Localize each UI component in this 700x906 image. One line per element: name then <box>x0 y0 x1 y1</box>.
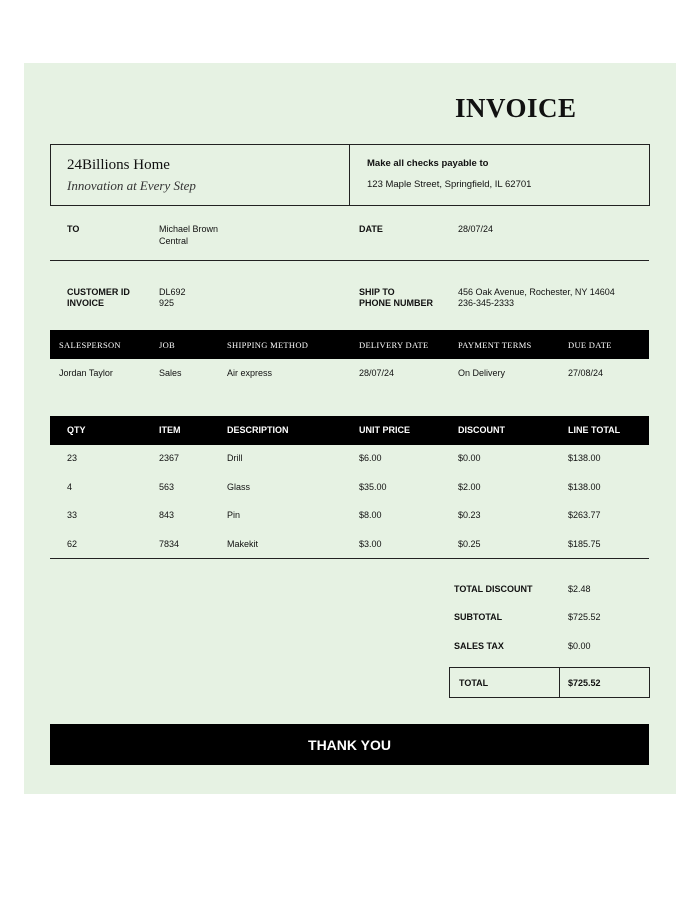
item-qty: 33 <box>67 510 78 520</box>
item-code: 843 <box>159 510 175 520</box>
item-description: Makekit <box>227 539 259 549</box>
item-discount: $2.00 <box>458 482 481 492</box>
ship-to-value: 456 Oak Avenue, Rochester, NY 14604 <box>458 287 615 297</box>
item-qty: 23 <box>67 453 78 463</box>
to-line2: Central <box>159 236 189 246</box>
item-line-total: $138.00 <box>568 482 601 492</box>
ship-to-label: SHIP TO <box>359 287 395 297</box>
phone-label: PHONE NUMBER <box>359 298 434 308</box>
item-unit-price: $6.00 <box>359 453 382 463</box>
to-name: Michael Brown <box>159 224 219 234</box>
payable-address: 123 Maple Street, Springfield, IL 62701 <box>367 179 532 190</box>
order-header-due-date: DUE DATE <box>568 340 612 350</box>
order-header-shipping-method: SHIPPING METHOD <box>227 340 309 350</box>
item-discount: $0.00 <box>458 453 481 463</box>
date-value: 28/07/24 <box>458 224 494 234</box>
items-header-unit-price: UNIT PRICE <box>359 425 411 435</box>
sales-tax-value: $0.00 <box>568 641 591 651</box>
items-header-discount: DISCOUNT <box>458 425 505 435</box>
item-discount: $0.25 <box>458 539 481 549</box>
to-label: TO <box>67 224 80 234</box>
item-unit-price: $3.00 <box>359 539 382 549</box>
thank-you-banner: THANK YOU <box>50 724 649 765</box>
customer-id-value: DL692 <box>159 287 186 297</box>
company-tagline: Innovation at Every Step <box>67 178 196 193</box>
order-header-delivery-date: DELIVERY DATE <box>359 340 429 350</box>
total-box <box>449 667 650 698</box>
item-line-total: $138.00 <box>568 453 601 463</box>
items-header-description: DESCRIPTION <box>227 425 289 435</box>
item-qty: 4 <box>67 482 73 492</box>
items-header-line-total: LINE TOTAL <box>568 425 621 435</box>
total-label: TOTAL <box>459 678 489 688</box>
item-line-total: $185.75 <box>568 539 601 549</box>
order-header-job: JOB <box>159 340 176 350</box>
invoice-title: INVOICE <box>455 93 577 123</box>
subtotal-value: $725.52 <box>568 612 601 622</box>
order-cell-delivery-date: 28/07/24 <box>359 368 395 378</box>
date-label: DATE <box>359 224 383 234</box>
company-name: 24Billions Home <box>67 157 170 173</box>
total-discount-value: $2.48 <box>568 584 591 594</box>
item-code: 7834 <box>159 539 180 549</box>
item-unit-price: $8.00 <box>359 510 382 520</box>
items-header-qty: QTY <box>67 425 86 435</box>
items-table-header <box>50 416 649 445</box>
items-header-item: ITEM <box>159 425 181 435</box>
item-line-total: $263.77 <box>568 510 601 520</box>
header-divider <box>349 145 350 205</box>
invoice-value: 925 <box>159 298 175 308</box>
sales-tax-label: SALES TAX <box>454 641 504 651</box>
order-header-payment-terms: PAYMENT TERMS <box>458 340 532 350</box>
order-cell-payment-terms: On Delivery <box>458 368 506 378</box>
order-cell-shipping-method: Air express <box>227 368 273 378</box>
invoice-label: INVOICE <box>67 298 105 308</box>
order-cell-job: Sales <box>159 368 182 378</box>
order-cell-due-date: 27/08/24 <box>568 368 604 378</box>
total-discount-label: TOTAL DISCOUNT <box>454 584 533 594</box>
items-bottom-line <box>50 558 649 559</box>
total-box-divider <box>559 668 560 697</box>
subtotal-label: SUBTOTAL <box>454 612 503 622</box>
item-code: 563 <box>159 482 175 492</box>
phone-value: 236-345-2333 <box>458 298 515 308</box>
total-value: $725.52 <box>568 678 601 688</box>
order-table-header <box>50 330 649 359</box>
order-cell-salesperson: Jordan Taylor <box>59 368 113 378</box>
item-description: Pin <box>227 510 241 520</box>
divider-line <box>50 260 649 261</box>
item-code: 2367 <box>159 453 180 463</box>
item-description: Drill <box>227 453 243 463</box>
customer-id-label: CUSTOMER ID <box>67 287 130 297</box>
company-header-box <box>50 144 650 206</box>
item-qty: 62 <box>67 539 78 549</box>
item-unit-price: $35.00 <box>359 482 387 492</box>
item-discount: $0.23 <box>458 510 481 520</box>
payable-label: Make all checks payable to <box>367 158 489 169</box>
order-header-salesperson: SALESPERSON <box>59 340 121 350</box>
item-description: Glass <box>227 482 251 492</box>
